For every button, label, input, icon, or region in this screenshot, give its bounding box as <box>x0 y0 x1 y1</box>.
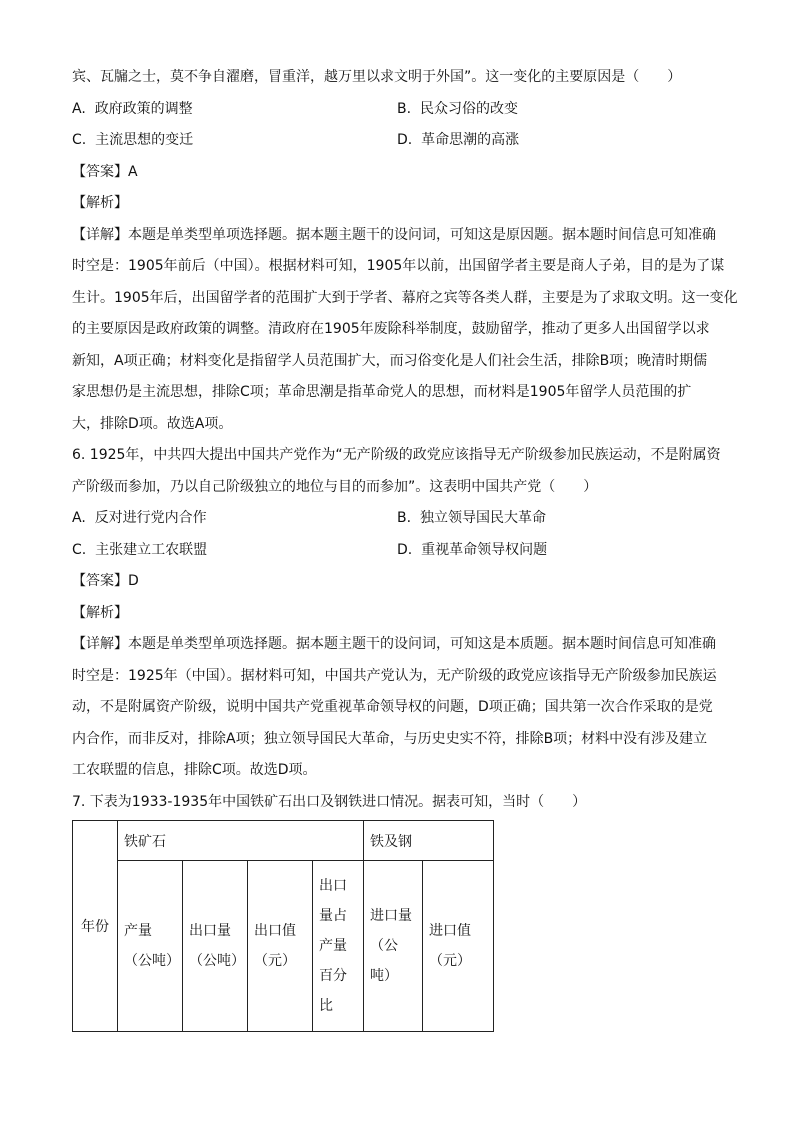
q6-detail-line: 动，不是附属资产阶级，说明中国共产党重视革命领导权的问题，D项正确；国共第一次合作采取的是党 <box>72 699 713 715</box>
q6-option-a: A. 反对进行党内合作 <box>72 510 207 526</box>
q5-options-row-2 <box>72 125 724 157</box>
q5-detail-line: 【详解】本题是单类型单项选择题。据本题主题干的设问词，可知这是原因题。据本题时间信息可知准确 <box>72 226 716 243</box>
q5-options-row-1 <box>72 94 724 126</box>
table-col-import-volume: 进口量 （公吨） <box>364 861 423 1032</box>
q6-options-row-1 <box>72 503 724 535</box>
q6-option-b: B. 独立领导国民大革命 <box>397 510 546 526</box>
q6-detail-line: 内合作，而非反对，排除A项；独立领导国民大革命，与历史史实不符，排除B项；材料中没有涉及建立 <box>72 730 708 747</box>
table-col-export-value: 出口值 （元） <box>248 861 313 1032</box>
q5-detail-line: 时空是：1905年前后（中国）。根据材料可知，1905年以前，出国留学者主要是商人子弟，目的是为了谋 <box>72 258 725 274</box>
q7-data-table <box>72 820 494 1032</box>
table-col-production: 产量 （公吨） <box>118 861 183 1032</box>
q6-detail-line: 时空是：1925年（中国）。据材料可知，中国共产党认为，无产阶级的政党应该指导无产阶级参加民族运 <box>72 667 717 684</box>
table-header-year: 年份 <box>73 821 118 1032</box>
q5-detail-line: 生计。1905年后，出国留学者的范围扩大到于学者、幕府之宾等各类人群，主要是为了求取文明。这一变化 <box>72 289 738 306</box>
q5-answer: 【答案】A <box>72 163 138 180</box>
q6-option-d: D. 重视革命领导权问题 <box>397 541 548 558</box>
table-header-iron-ore: 铁矿石 <box>118 821 364 861</box>
q5-detail-line: 家思想仍是主流思想，排除C项；革命思潮是指革命党人的思想，而材料是1905年留学人员范围的扩 <box>72 384 692 400</box>
q5-detail-line: 新知，A项正确；材料变化是指留学人员范围扩大，而习俗变化是人们社会生活，排除B项；晚清时期儒 <box>72 352 708 369</box>
q6-detail <box>72 629 724 787</box>
table-col-export-share: 出口 量占 产量 百分 比 <box>313 861 364 1032</box>
table-col-export-volume: 出口量 （公吨） <box>183 861 248 1032</box>
q5-detail-line: 大，排除D项。故选A项。 <box>72 415 233 432</box>
q5-detail-line: 的主要原因是政府政策的调整。清政府在1905年废除科举制度，鼓励留学，推动了更多人出国留学以求 <box>72 321 710 337</box>
table-header-iron-steel: 铁及钢 <box>364 821 494 861</box>
q5-option-c: C. 主流思想的变迁 <box>72 132 194 148</box>
q7-stem: 7. 下表为1933-1935年中国铁矿石出口及钢铁进口情况。据表可知，当时（ ） <box>72 793 587 810</box>
table-col-import-value: 进口值 （元） <box>423 861 494 1032</box>
q6-answer: 【答案】D <box>72 573 139 589</box>
q6-analysis-tag: 【解析】 <box>72 604 128 621</box>
q5-stem-tail: 宾、瓦牖之士，莫不争自濯磨，冒重洋，越万里以求文明于外国”。这一变化的主要原因是（ ） <box>72 69 682 85</box>
q6-stem-line: 产阶级而参加，乃以自己阶级独立的地位与目的而参加”。这表明中国共产党（ ） <box>72 478 598 495</box>
document-page <box>72 62 738 1032</box>
q5-option-d: D. 革命思潮的高涨 <box>397 132 520 148</box>
q6-detail-line: 工农联盟的信息，排除C项。故选D项。 <box>72 762 317 778</box>
q5-detail <box>72 220 738 441</box>
q6-stem-line: 6. 1925年，中共四大提出中国共产党作为“无产阶级的政党应该指导无产阶级参加民族运动，不是附属资 <box>72 447 721 463</box>
q5-analysis-tag: 【解析】 <box>72 195 128 211</box>
q6-detail-line: 【详解】本题是单类型单项选择题。据本题主题干的设问词，可知这是本质题。据本题时间信息可知准确 <box>72 636 716 652</box>
q5-option-b: B. 民众习俗的改变 <box>397 100 518 117</box>
q5-option-a: A. 政府政策的调整 <box>72 100 193 117</box>
q6-options-row-2 <box>72 535 724 567</box>
q6-option-c: C. 主张建立工农联盟 <box>72 541 208 558</box>
